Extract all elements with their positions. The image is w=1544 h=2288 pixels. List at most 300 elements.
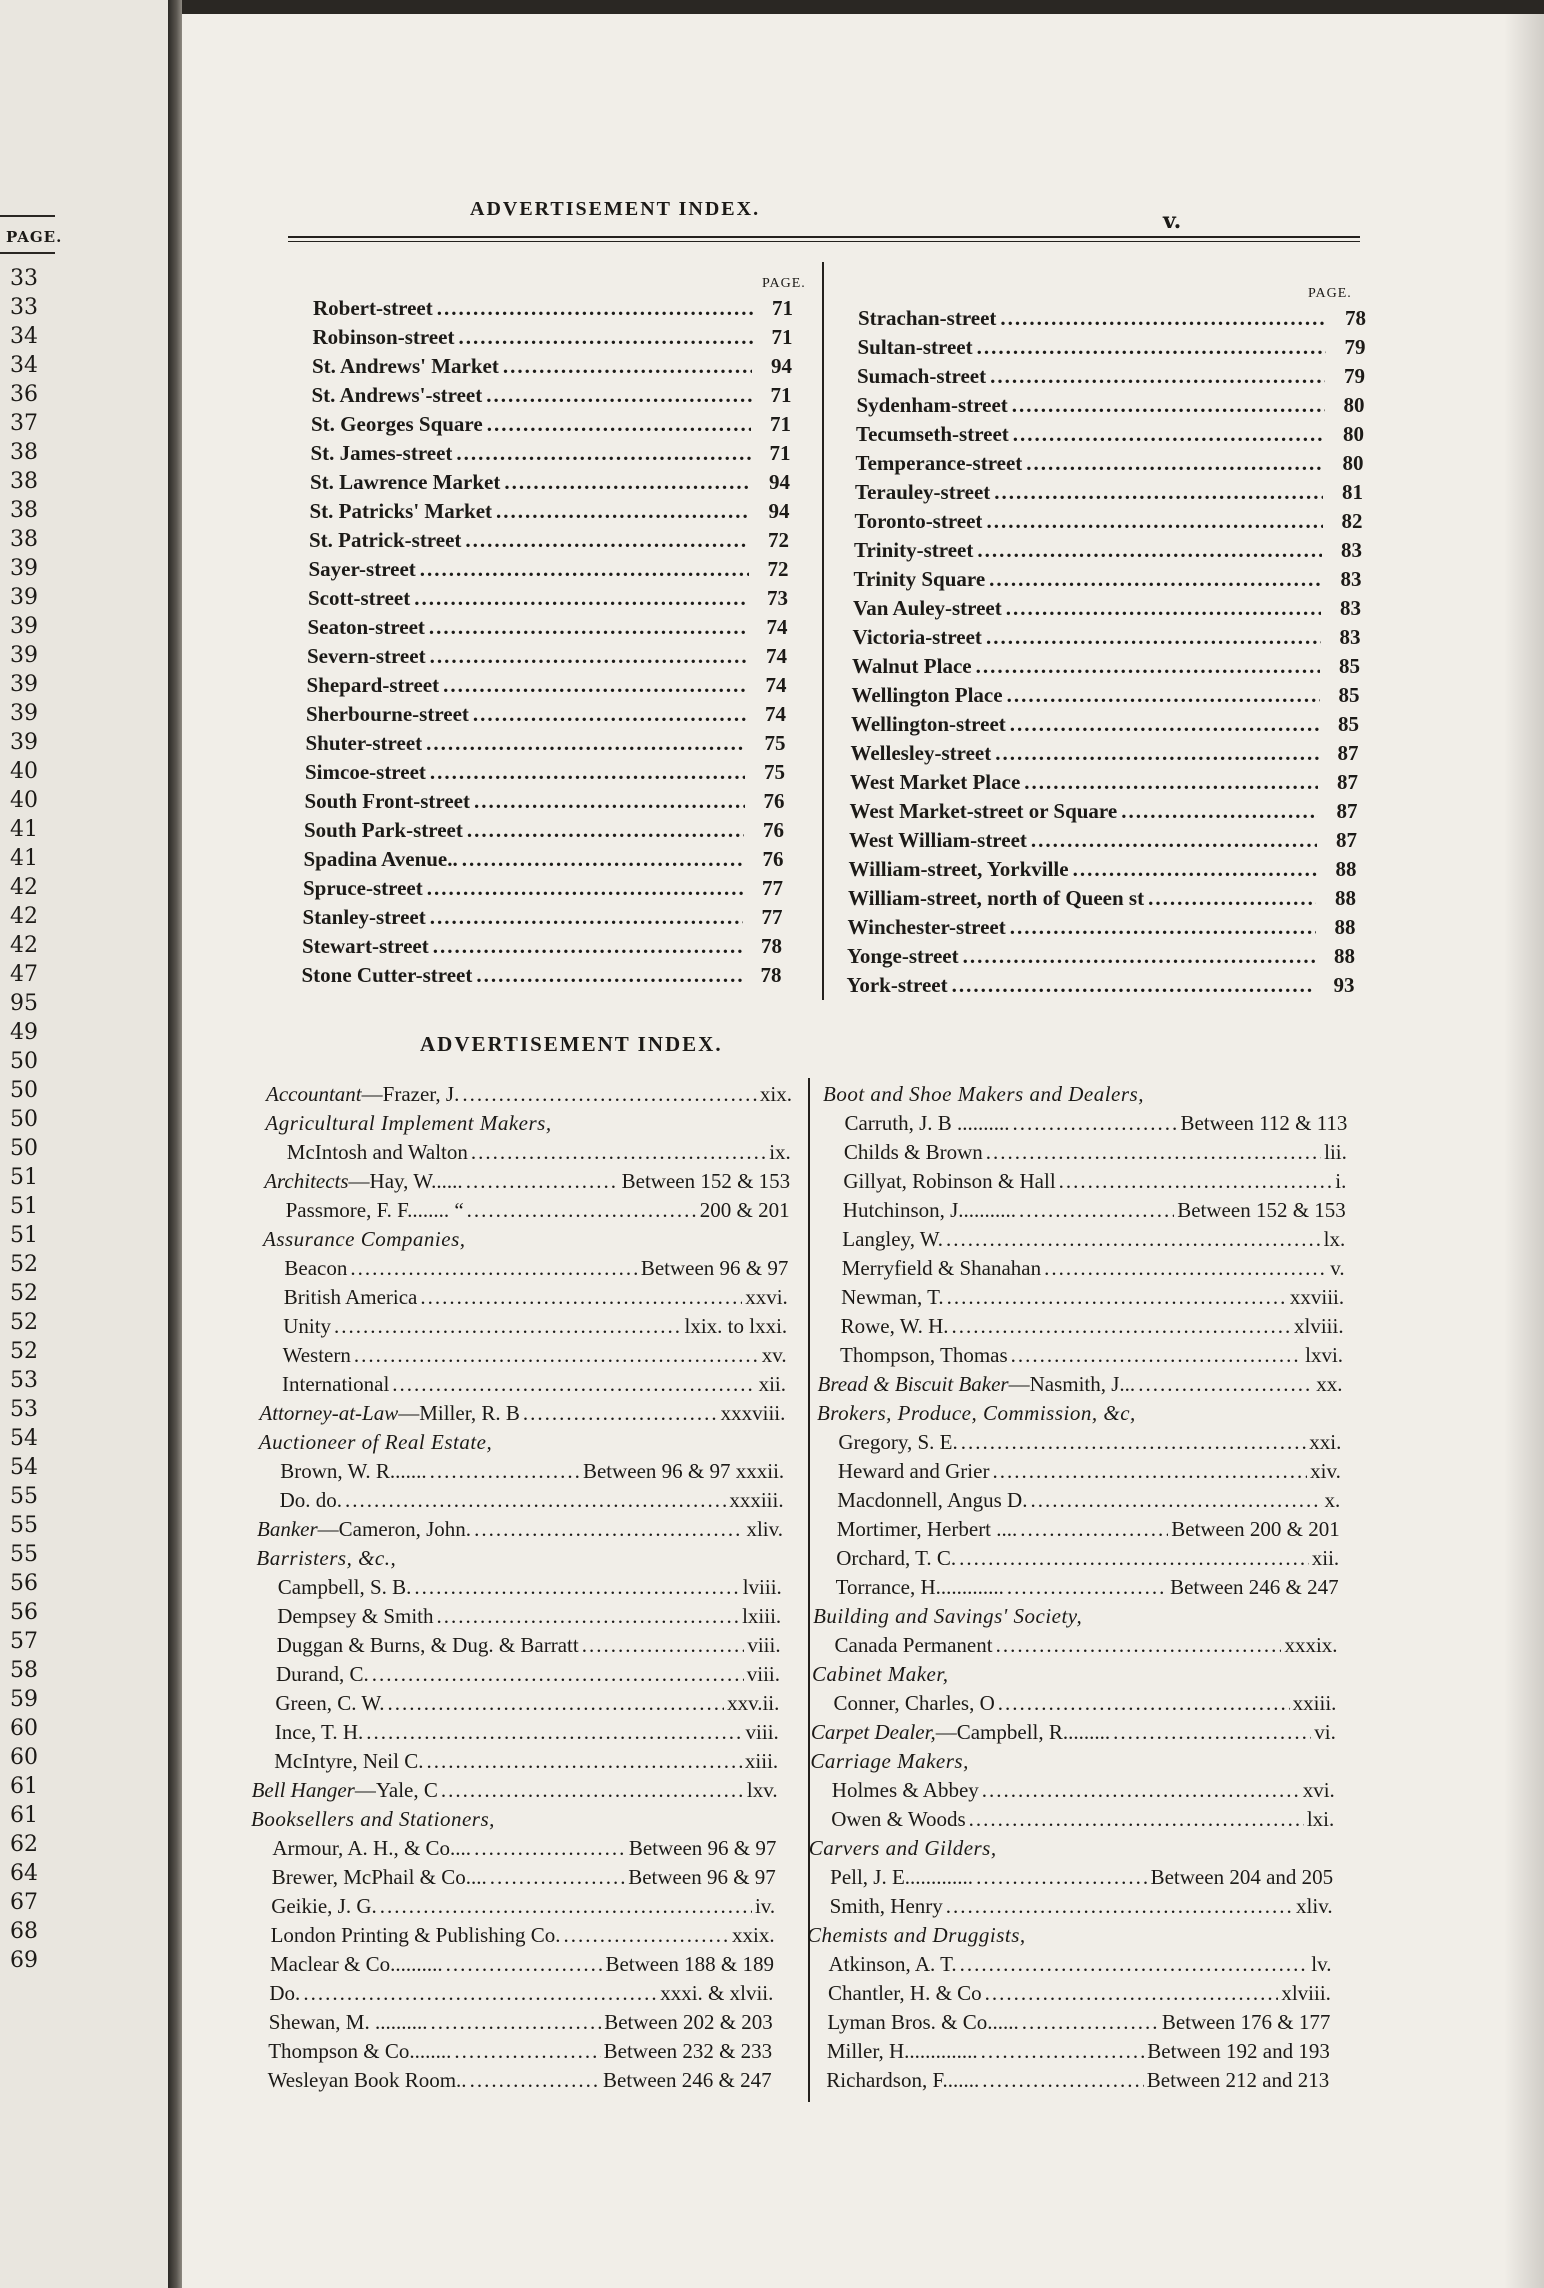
street-name: William-street, north of Queen st bbox=[848, 886, 1145, 910]
ad-category-heading bbox=[259, 1428, 785, 1457]
previous-page-number: 53 bbox=[10, 1368, 38, 1393]
ad-index-entry bbox=[833, 1689, 1336, 1718]
advertiser-name: British America bbox=[283, 1285, 418, 1309]
book-gutter bbox=[168, 0, 182, 2288]
previous-page-number: 55 bbox=[10, 1542, 38, 1567]
street-index-row bbox=[854, 536, 1362, 565]
street-index-row bbox=[309, 555, 789, 584]
previous-page-number: 61 bbox=[10, 1803, 38, 1828]
street-name: Robert-street bbox=[313, 296, 433, 320]
street-index-row bbox=[854, 565, 1362, 594]
ad-category-heading bbox=[256, 1544, 782, 1573]
street-name: Scott-street bbox=[308, 586, 411, 610]
ad-page-reference: xiii. bbox=[744, 1749, 779, 1773]
leader-dots bbox=[564, 1921, 729, 1950]
ad-page-reference: xxix. bbox=[732, 1923, 775, 1947]
ad-index-entry bbox=[811, 1718, 1336, 1747]
leader-dots bbox=[985, 1979, 1279, 2008]
street-name: St. Georges Square bbox=[311, 412, 483, 436]
leader-dots bbox=[963, 942, 1315, 971]
street-page-number: 80 bbox=[1343, 422, 1364, 446]
leader-dots bbox=[1138, 1370, 1313, 1399]
street-index-row bbox=[304, 845, 784, 874]
previous-page-number: 57 bbox=[10, 1629, 38, 1654]
street-name: Sydenham-street bbox=[856, 393, 1008, 417]
previous-page-number: 95 bbox=[10, 991, 38, 1016]
street-index-row bbox=[310, 468, 790, 497]
ad-page-reference: Between 212 and 213 bbox=[1146, 2068, 1330, 2092]
street-name: St. Andrews' Market bbox=[312, 354, 499, 378]
ad-index-entry bbox=[277, 1631, 781, 1660]
previous-page-number: 40 bbox=[10, 788, 38, 813]
street-page-number: 78 bbox=[761, 934, 782, 958]
header-rule bbox=[288, 241, 1360, 242]
street-index-row bbox=[847, 971, 1355, 1000]
street-right-page-label: PAGE. bbox=[1308, 286, 1352, 301]
leader-dots bbox=[982, 2066, 1144, 2095]
street-index-row bbox=[313, 323, 793, 352]
header-rule bbox=[288, 236, 1360, 238]
street-name: Severn-street bbox=[307, 644, 426, 668]
leader-dots bbox=[420, 555, 749, 584]
advertiser-name: Campbell, S. B. bbox=[277, 1575, 412, 1599]
street-column-divider bbox=[822, 262, 824, 1000]
ad-page-reference: ix. bbox=[769, 1140, 791, 1164]
street-name: Terauley-street bbox=[855, 480, 991, 504]
advertiser-name: —Yale, C bbox=[354, 1778, 438, 1802]
previous-page-number: 56 bbox=[10, 1571, 38, 1596]
advertiser-name: Heward and Grier bbox=[837, 1459, 990, 1483]
street-index-row bbox=[855, 507, 1363, 536]
leader-dots bbox=[1073, 855, 1317, 884]
street-page-number: 94 bbox=[769, 470, 790, 494]
previous-page-number: 50 bbox=[10, 1078, 38, 1103]
leader-dots bbox=[504, 468, 750, 497]
street-index-row bbox=[305, 758, 785, 787]
previous-page-number: 54 bbox=[10, 1426, 38, 1451]
previous-page-number: 52 bbox=[10, 1310, 38, 1335]
street-page-number: 79 bbox=[1344, 364, 1365, 388]
previous-page-number: 55 bbox=[10, 1513, 38, 1538]
ad-index-entry bbox=[841, 1283, 1344, 1312]
leader-dots bbox=[430, 642, 747, 671]
ad-index-entry bbox=[287, 1138, 791, 1167]
street-index-row bbox=[853, 623, 1361, 652]
leader-dots bbox=[429, 613, 748, 642]
street-page-number: 88 bbox=[1334, 944, 1355, 968]
street-index-row bbox=[308, 584, 788, 613]
ad-index-entry bbox=[828, 1979, 1331, 2008]
previous-page-number: 34 bbox=[10, 353, 38, 378]
ad-category: Agricultural Implement Makers, bbox=[265, 1111, 552, 1135]
leader-dots bbox=[982, 1776, 1300, 1805]
leader-dots bbox=[487, 410, 751, 439]
advertiser-name: —Nasmith, J... bbox=[1008, 1372, 1136, 1396]
street-page-number: 75 bbox=[764, 731, 786, 755]
leader-dots bbox=[946, 1225, 1321, 1254]
leader-dots bbox=[1026, 449, 1323, 478]
leader-dots bbox=[503, 352, 752, 381]
advertiser-name: —Hay, W...... bbox=[348, 1169, 463, 1193]
advertiser-name: Brewer, McPhail & Co.... bbox=[271, 1865, 487, 1889]
leader-dots bbox=[986, 1138, 1321, 1167]
leader-dots bbox=[1012, 391, 1325, 420]
street-index-row bbox=[855, 478, 1363, 507]
leader-dots bbox=[414, 1573, 739, 1602]
leader-dots bbox=[437, 294, 753, 323]
street-index-row bbox=[306, 729, 786, 758]
street-page-number: 87 bbox=[1336, 828, 1357, 852]
advertiser-name: Thompson & Co........ bbox=[268, 2039, 452, 2063]
ad-page-reference: 200 & 201 bbox=[699, 1198, 790, 1222]
ad-index-entry bbox=[271, 1921, 775, 1950]
ad-index-entry bbox=[286, 1196, 790, 1225]
advertiser-name: Conner, Charles, O bbox=[833, 1691, 995, 1715]
previous-page-number: 33 bbox=[10, 295, 38, 320]
running-head-title: ADVERTISEMENT INDEX. bbox=[470, 198, 761, 220]
ad-index-entry bbox=[272, 1863, 776, 1892]
advertiser-name: McIntosh and Walton bbox=[286, 1140, 468, 1164]
leader-dots bbox=[1044, 1254, 1327, 1283]
ad-category-heading bbox=[813, 1602, 1338, 1631]
previous-page-number: 55 bbox=[10, 1484, 38, 1509]
leader-dots bbox=[437, 1602, 740, 1631]
street-page-number: 74 bbox=[765, 702, 786, 726]
previous-page-number: 60 bbox=[10, 1716, 38, 1741]
ad-index-entry bbox=[842, 1225, 1345, 1254]
ad-page-reference: xxv.ii. bbox=[727, 1691, 780, 1715]
leader-dots bbox=[1010, 710, 1319, 739]
street-index-row bbox=[856, 420, 1364, 449]
previous-page-number: 61 bbox=[10, 1774, 38, 1799]
ad-category: Carriage Makers, bbox=[810, 1749, 969, 1773]
ad-index-entry bbox=[271, 1892, 775, 1921]
leader-dots bbox=[471, 1138, 766, 1167]
ad-category: Bell Hanger bbox=[251, 1778, 355, 1802]
ad-index-entry bbox=[841, 1312, 1344, 1341]
ad-page-reference: vi. bbox=[1314, 1720, 1336, 1744]
previous-page-number: 59 bbox=[10, 1687, 38, 1712]
ad-category-heading bbox=[809, 1834, 1334, 1863]
ad-page-reference: lxix. to lxxi. bbox=[684, 1314, 788, 1338]
street-page-number: 85 bbox=[1338, 712, 1359, 736]
street-name: St. James-street bbox=[310, 441, 453, 465]
leader-dots bbox=[1113, 1718, 1311, 1747]
previous-page-number: 38 bbox=[10, 440, 38, 465]
leader-dots bbox=[1020, 1515, 1168, 1544]
leader-dots bbox=[1022, 2008, 1159, 2037]
street-index-row bbox=[302, 932, 782, 961]
leader-dots bbox=[372, 1660, 744, 1689]
previous-page-number: 39 bbox=[10, 672, 38, 697]
leader-dots bbox=[1059, 1167, 1333, 1196]
leader-dots bbox=[474, 787, 745, 816]
ad-page-reference: Between 96 & 97 bbox=[628, 1836, 777, 1860]
advertiser-name: Holmes & Abbey bbox=[831, 1778, 979, 1802]
street-index-row bbox=[312, 352, 792, 381]
previous-page-number: 39 bbox=[10, 730, 38, 755]
leader-dots bbox=[467, 1196, 697, 1225]
street-name: Temperance-street bbox=[855, 451, 1023, 475]
leader-dots bbox=[486, 381, 751, 410]
ad-page-reference: Between 96 & 97 bbox=[640, 1256, 789, 1280]
advertiser-name: Do. bbox=[269, 1981, 301, 2005]
ad-index-entry bbox=[827, 2037, 1330, 2066]
leader-dots bbox=[366, 1718, 742, 1747]
street-index-row bbox=[852, 681, 1360, 710]
advertiser-name: —Cameron, John. bbox=[317, 1517, 472, 1541]
street-name: Sumach-street bbox=[857, 364, 987, 388]
ad-page-reference: lv. bbox=[1311, 1952, 1332, 1976]
street-page-number: 83 bbox=[1339, 625, 1361, 649]
street-index-row bbox=[848, 913, 1356, 942]
street-name: Stone Cutter-street bbox=[301, 963, 473, 987]
leader-dots bbox=[1006, 594, 1321, 623]
street-name: Trinity Square bbox=[853, 567, 986, 591]
previous-page-number: 52 bbox=[10, 1252, 38, 1277]
previous-page-number: 68 bbox=[10, 1919, 38, 1944]
advertiser-name: Thompson, Thomas bbox=[840, 1343, 1008, 1367]
street-name: Stewart-street bbox=[302, 934, 429, 958]
ad-category: Accountant bbox=[266, 1082, 362, 1106]
leader-dots bbox=[387, 1689, 724, 1718]
previous-page-number: 39 bbox=[10, 614, 38, 639]
street-index-row bbox=[847, 942, 1355, 971]
ad-index-entry bbox=[837, 1486, 1340, 1515]
previous-page-number: 58 bbox=[10, 1658, 38, 1683]
advertiser-name: Macdonnell, Angus D. bbox=[837, 1488, 1028, 1512]
advertiser-name: Do. do. bbox=[279, 1488, 343, 1512]
leader-dots bbox=[1011, 1341, 1302, 1370]
street-index-row bbox=[310, 497, 790, 526]
ad-page-reference: viii. bbox=[746, 1662, 780, 1686]
street-index-row bbox=[305, 787, 785, 816]
ad-page-reference: Between 246 & 247 bbox=[603, 2068, 772, 2092]
street-page-number: 80 bbox=[1342, 451, 1364, 475]
street-page-number: 71 bbox=[772, 296, 793, 320]
ad-page-reference: Between 152 & 153 bbox=[621, 1169, 791, 1193]
street-name: Wellington-street bbox=[851, 712, 1006, 736]
previous-page-number: 40 bbox=[10, 759, 38, 784]
ad-index-entry bbox=[830, 1892, 1333, 1921]
street-page-number: 73 bbox=[767, 586, 788, 610]
street-page-number: 75 bbox=[764, 760, 785, 784]
street-name: Trinity-street bbox=[854, 538, 974, 562]
previous-page-number: 42 bbox=[10, 875, 38, 900]
ad-category: Carvers and Gilders, bbox=[808, 1836, 997, 1860]
street-name: Shuter-street bbox=[305, 731, 423, 755]
ad-page-reference: xxxviii. bbox=[720, 1401, 786, 1425]
ad-page-reference: Between 188 & 189 bbox=[605, 1952, 774, 1976]
ad-page-reference: Between 204 and 205 bbox=[1150, 1865, 1334, 1889]
previous-page-number: 51 bbox=[10, 1165, 38, 1190]
page-edge-shadow bbox=[1504, 14, 1544, 2288]
street-name: Winchester-street bbox=[847, 915, 1006, 939]
street-page-number: 72 bbox=[767, 557, 789, 581]
street-name: Sultan-street bbox=[857, 335, 973, 359]
ad-index-entry bbox=[268, 2037, 772, 2066]
advertiser-name: Maclear & Co.......... bbox=[270, 1952, 443, 1976]
street-index-row bbox=[311, 410, 791, 439]
street-index-row bbox=[848, 884, 1356, 913]
street-page-number: 74 bbox=[765, 673, 787, 697]
leader-dots bbox=[334, 1312, 681, 1341]
street-name: York-street bbox=[846, 973, 948, 997]
ad-page-reference: iv. bbox=[754, 1894, 776, 1918]
street-index-row bbox=[849, 826, 1357, 855]
advertiser-name: —Frazer, J. bbox=[361, 1082, 460, 1106]
advertiser-name: McIntyre, Neil C. bbox=[274, 1749, 424, 1773]
leader-dots bbox=[426, 729, 745, 758]
ad-index-entry bbox=[272, 1834, 776, 1863]
ad-index-entry bbox=[283, 1341, 787, 1370]
street-name: Robinson-street bbox=[312, 325, 455, 349]
street-index-row bbox=[851, 710, 1359, 739]
street-index-row bbox=[303, 874, 783, 903]
advertiser-name: Owen & Woods bbox=[831, 1807, 966, 1831]
street-index-row bbox=[857, 391, 1365, 420]
street-page-number: 76 bbox=[762, 847, 784, 871]
ad-category: Carpet Dealer, bbox=[810, 1720, 936, 1744]
advertiser-name: Duggan & Burns, & Dug. & Barratt bbox=[276, 1633, 579, 1657]
ad-category: Boot and Shoe Makers and Dealers, bbox=[823, 1082, 1144, 1106]
street-name: St. Lawrence Market bbox=[310, 470, 501, 494]
street-page-number: 71 bbox=[769, 441, 791, 465]
advertiser-name: Brown, W. R....... bbox=[280, 1459, 427, 1483]
ad-page-reference: Between 176 & 177 bbox=[1161, 2010, 1331, 2034]
advertiser-name: —Miller, R. B bbox=[398, 1401, 520, 1425]
advertiser-name: Unity bbox=[283, 1314, 332, 1338]
previous-page-number: 54 bbox=[10, 1455, 38, 1480]
street-page-number: 85 bbox=[1339, 654, 1360, 678]
ad-index-entry bbox=[829, 1950, 1332, 1979]
ad-index-entry bbox=[252, 1776, 778, 1805]
street-index-row bbox=[850, 768, 1358, 797]
street-page-number: 71 bbox=[770, 383, 792, 407]
ad-page-reference: Between 152 & 153 bbox=[1177, 1198, 1346, 1222]
previous-page-edge bbox=[0, 0, 168, 2288]
leader-dots bbox=[946, 1892, 1293, 1921]
advertiser-name: Green, C. W. bbox=[275, 1691, 385, 1715]
advertiser-name: Western bbox=[282, 1343, 351, 1367]
ad-index-entry bbox=[843, 1196, 1346, 1225]
ad-page-reference: Between 192 and 193 bbox=[1147, 2039, 1330, 2063]
ad-page-reference: lxvi. bbox=[1305, 1343, 1344, 1367]
leader-dots bbox=[1013, 420, 1324, 449]
leader-dots bbox=[414, 584, 748, 613]
street-index-row bbox=[312, 381, 792, 410]
street-name: Sayer-street bbox=[308, 557, 416, 581]
leader-dots bbox=[490, 1863, 625, 1892]
ad-page-reference: xix. bbox=[759, 1082, 792, 1106]
street-name: Van Auley-street bbox=[853, 596, 1002, 620]
advertiser-name: —Campbell, R......... bbox=[935, 1720, 1111, 1744]
leader-dots bbox=[952, 1312, 1291, 1341]
previous-page-number: 41 bbox=[10, 817, 38, 842]
ad-index-entry bbox=[835, 1631, 1338, 1660]
advertiser-name: Gillyat, Robinson & Hall bbox=[843, 1169, 1056, 1193]
leader-dots bbox=[496, 497, 749, 526]
street-page-number: 74 bbox=[766, 644, 787, 668]
street-name: Sherbourne-street bbox=[306, 702, 469, 726]
leader-dots bbox=[345, 1486, 726, 1515]
street-page-number: 87 bbox=[1337, 770, 1358, 794]
leader-dots bbox=[1013, 1109, 1178, 1138]
advertiser-name: Passmore, F. F........ “ bbox=[285, 1198, 464, 1222]
leader-dots bbox=[952, 971, 1315, 1000]
advertiser-name: Merryfield & Shanahan bbox=[841, 1256, 1042, 1280]
advertiser-name: Richardson, F....... bbox=[826, 2068, 980, 2092]
leader-dots bbox=[961, 1428, 1307, 1457]
street-index-row bbox=[856, 449, 1364, 478]
ad-page-reference: xlviii. bbox=[1294, 1314, 1344, 1338]
advertiser-name: Smith, Henry bbox=[829, 1894, 943, 1918]
leader-dots bbox=[981, 2037, 1145, 2066]
ad-index-entry bbox=[270, 1950, 774, 1979]
ad-category-heading bbox=[817, 1399, 1342, 1428]
street-name: West Market-street or Square bbox=[849, 799, 1118, 823]
previous-page-number: 36 bbox=[10, 382, 38, 407]
street-index-row bbox=[858, 304, 1366, 333]
leader-dots bbox=[470, 2066, 600, 2095]
ad-index-entry bbox=[259, 1399, 785, 1428]
street-page-number: 93 bbox=[1333, 973, 1355, 997]
leader-dots bbox=[430, 1457, 580, 1486]
street-name: West Market Place bbox=[850, 770, 1021, 794]
previous-page-number: 56 bbox=[10, 1600, 38, 1625]
leader-dots bbox=[426, 1747, 741, 1776]
ad-category: Architects bbox=[264, 1169, 349, 1193]
leader-dots bbox=[446, 1950, 603, 1979]
previous-page-number: 39 bbox=[10, 585, 38, 610]
advertiser-name: Gregory, S. E. bbox=[838, 1430, 958, 1454]
previous-page-number: 38 bbox=[10, 498, 38, 523]
street-index-row bbox=[309, 526, 789, 555]
leader-dots bbox=[992, 1457, 1307, 1486]
street-page-number: 77 bbox=[762, 876, 783, 900]
previous-page-number: 37 bbox=[10, 411, 38, 436]
ad-index-entry bbox=[836, 1544, 1339, 1573]
street-page-number: 81 bbox=[1342, 480, 1363, 504]
ad-category: Cabinet Maker, bbox=[812, 1662, 949, 1686]
ad-page-reference: xxxi. & xlvii. bbox=[660, 1981, 774, 2005]
advertiser-name: Mortimer, Herbert .... bbox=[836, 1517, 1018, 1541]
street-page-number: 88 bbox=[1334, 915, 1356, 939]
street-name: William-street, Yorkville bbox=[848, 857, 1069, 881]
ad-page-reference: Between 96 & 97 bbox=[628, 1865, 776, 1889]
leader-dots bbox=[977, 536, 1322, 565]
leader-dots bbox=[474, 1515, 743, 1544]
leader-dots bbox=[465, 526, 749, 555]
street-index-row bbox=[302, 961, 782, 990]
street-index-row bbox=[850, 797, 1358, 826]
advertiser-name: Orchard, T. C. bbox=[836, 1546, 957, 1570]
ad-index-entry bbox=[284, 1283, 788, 1312]
leader-dots bbox=[1010, 913, 1316, 942]
previous-page-number: 39 bbox=[10, 556, 38, 581]
street-page-number: 71 bbox=[771, 325, 793, 349]
leader-dots bbox=[1121, 797, 1317, 826]
previous-page-number: 39 bbox=[10, 643, 38, 668]
ad-index-entry bbox=[836, 1573, 1339, 1602]
ad-index-entry bbox=[818, 1370, 1343, 1399]
ad-index-entry bbox=[257, 1515, 783, 1544]
street-page-number: 78 bbox=[1345, 306, 1366, 330]
ad-category: Barristers, &c., bbox=[256, 1546, 397, 1570]
ad-index-entry bbox=[827, 2008, 1330, 2037]
advertiser-name: Langley, W. bbox=[842, 1227, 943, 1251]
leader-dots bbox=[959, 1544, 1309, 1573]
